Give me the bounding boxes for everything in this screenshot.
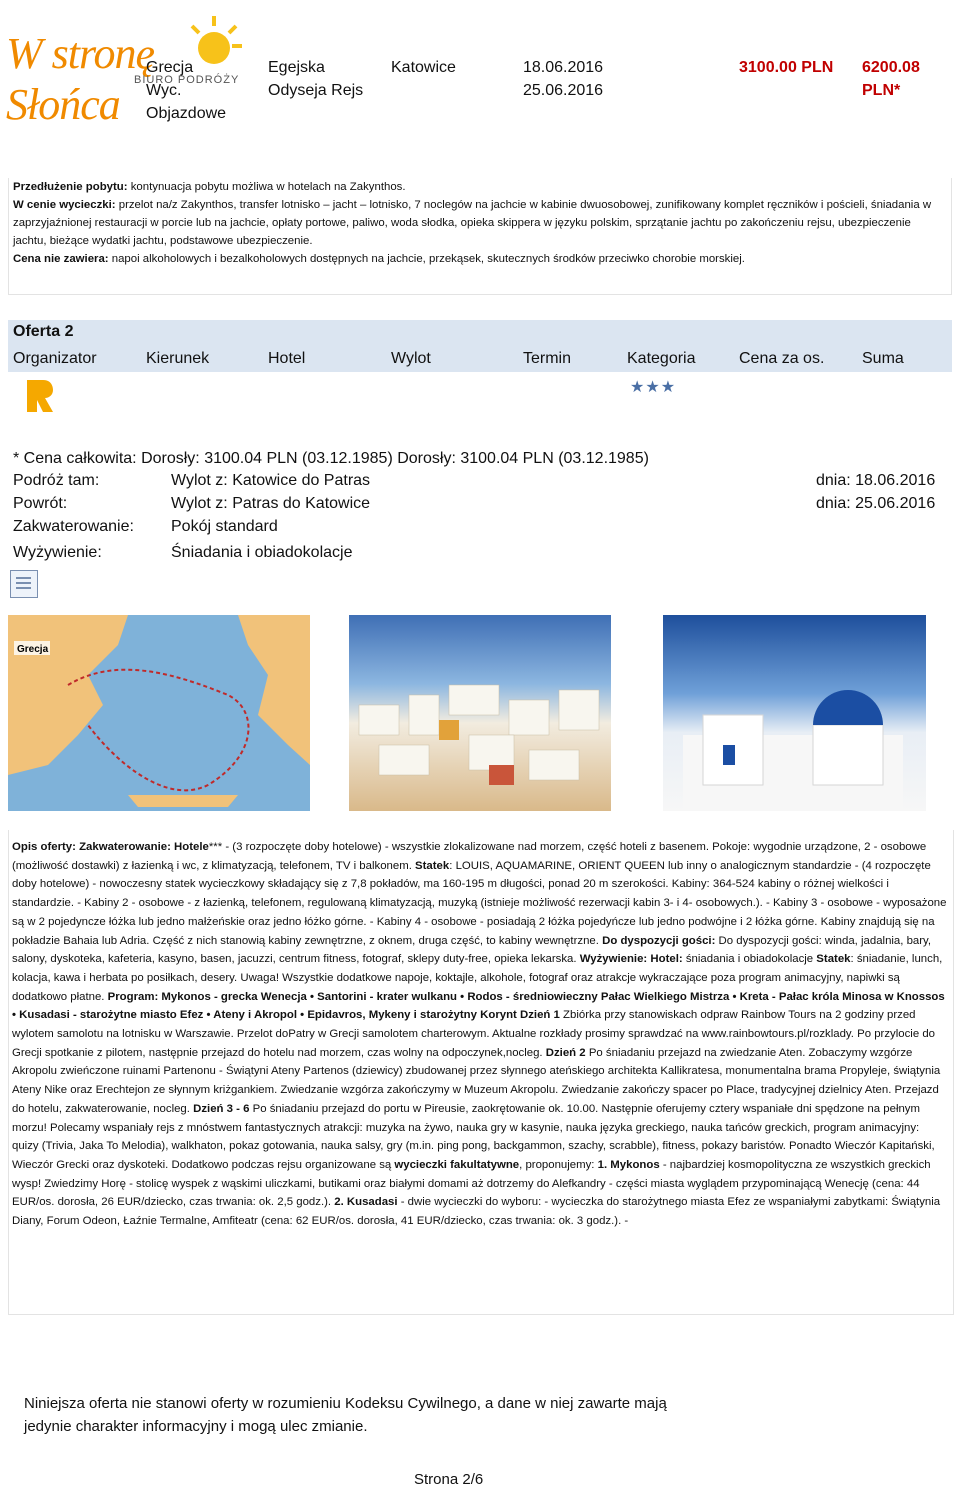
return-label: Powrót:: [13, 495, 68, 512]
map-label-greece: Grecja: [17, 644, 49, 655]
intro-extension: Przedłużenie pobytu: kontynuacja pobytu możliwa w hotelach na Zakynthos.: [13, 181, 406, 193]
cell-cena: 3100.00 PLN: [739, 59, 834, 76]
header-organizator: Organizator: [13, 350, 97, 367]
description-text-segment: Po śniadaniu przejazd na zwiedzanie Aten. Zobaczymy wzgórze Akropolu zwieńczone ruinami Partenonu - Świątyni Ateny Partenos (dziewicy) zbudowanej przez słynnego ateńskiego architekta Kallikratesa, monumentalna brama Propyleje, świątynia Ateny Nike oraz Erechtejon ze słynnym kriżgankiem. Zwiedzanie wzgórza zakończymy w Muzeum Akropolu. Zwiedzanie zakończy spacer po Place, tradycyjnej dzielnicy Aten. Przejazd do hotelu, zakwaterowanie, nocleg.: [12, 1046, 941, 1115]
header-hotel: Hotel: [268, 350, 306, 367]
santorini-town-photo: [349, 615, 611, 811]
meals-value: Śniadania i obiadokolacje: [171, 544, 353, 561]
description-bold-segment: Dzień 3 - 6: [193, 1102, 250, 1115]
meals-label: Wyżywienie:: [13, 544, 102, 561]
cell-hotel: Egejska Odyseja Rejs: [268, 59, 364, 99]
intro-included: W cenie wycieczki: przelot na/z Zakynthos, transfer lotnisko – jacht – lotnisko, 7 noclegów na jachcie w kabinie dwuosobowej, zunifikowany komplet ręczników i pościeli, śniadania w zaprzyjaźnionej restauracji w porcie lub na jachcie, opłaty portowe, paliwo, woda słodka, opieka skippera w języku polskim, sprzątanie jachtu po zakończeniu rejsu, ubezpieczenie jachtu, bieżące wydatki jachtu, podstawowe ubezpieczenie.: [13, 199, 932, 247]
cell-suma: 6200.08 PLN*: [862, 59, 920, 99]
document-icon[interactable]: [10, 570, 38, 598]
intro-excluded: Cena nie zawiera: napoi alkoholowych i bezalkoholowych dostępnych na jachcie, przekąsek, skutecznych środków przeciwko chorobie morskiej.: [13, 253, 745, 265]
category-stars-icon: ★★★: [630, 379, 677, 396]
total-price: * Cena całkowita: Dorosły: 3100.04 PLN (03.12.1985) Dorosły: 3100.04 PLN (03.12.1985): [13, 450, 649, 467]
header-wylot: Wylot: [391, 350, 431, 367]
header-suma: Suma: [862, 350, 904, 367]
intro-section: [8, 178, 952, 295]
map-illustration: [8, 615, 310, 811]
description-bold-segment: 1. Mykonos: [597, 1158, 660, 1171]
description-bold-segment: Program: Mykonos - grecka Wenecja • Santorini - krater wulkanu • Rodos - średniowieczny Pałac Wielkiego Mistrza • Kreta - Pałac króla Minosa w Knossos • Kusadasi - starożytne miasto Efez • Ateny i Akropol • Epidavros, Mykeny i starożytny Korynt Dzień 1: [12, 990, 945, 1022]
header-kierunek: Kierunek: [146, 350, 210, 367]
description-text-segment: śniadania i obiadokolacje: [682, 953, 817, 966]
town-illustration: [349, 615, 611, 811]
description-text-segment: *** - (3 rozpoczęte doby hotelowe) - wszystkie zlokalizowane nad morzem, część hoteli z basenem. Pokoje: wygodnie urządzone, 2 - osobowe (możliwość dostawki) z łazienką i wc, z klimatyzacją, telefonem, TV i balkonem.: [12, 841, 927, 872]
accommodation-value: Pokój standard: [171, 518, 278, 535]
description-text-segment: - dwie wycieczki do wyboru: - wycieczka do starożytnego miasta Efez ze wspaniałymi zabytkami: Świątynia Diany, Forum Odeon, Łaźnie Termalne, Amfiteatr (cena: 62 EUR/os. dorosła, 41 EUR/dziecko, czas trwania: ok. 3 godz.). -: [12, 1196, 941, 1228]
description-text-segment: , proponujemy:: [519, 1158, 598, 1171]
description-text-segment: - najbardziej kosmopolityczna ze wszystkich greckich wysp! Zwiedzimy Horę - stolicę wyspek z wąskimi uliczkami, butikami oraz białymi domami aż dotrzemy do Alefkandry - części miasta wyglądem przypominającą Wenecję (cena: 44 EUR/os. dorosła, 26 EUR/dziecko, czas trwania: ok. 2,5 godz.).: [12, 1158, 931, 1209]
accommodation-label: Zakwaterowanie:: [13, 518, 134, 535]
description-bold-segment: 2. Kusadasi: [334, 1196, 398, 1209]
legal-disclaimer: Niniejsza oferta nie stanowi oferty w rozumieniu Kodeksu Cywilnego, a dane w niej zawarte mają jedynie charakter informacyjny i mogą ulec zmianie.: [24, 1395, 667, 1435]
header-kategoria: Kategoria: [627, 350, 696, 367]
page-number: Strona 2/6: [414, 1471, 484, 1488]
offer-description: [12, 838, 948, 1231]
description-bold-segment: Wyżywienie: Hotel:: [579, 953, 683, 966]
logo-subtitle: BIURO PODRÓŻY: [134, 74, 240, 86]
departure-label: Podróż tam:: [13, 472, 100, 489]
departure-value: Wylot z: Katowice do Patras: [171, 472, 371, 489]
church-illustration: [663, 615, 926, 811]
return-value: Wylot z: Patras do Katowice: [171, 495, 371, 512]
description-bold-segment: Do dyspozycji gości:: [602, 934, 716, 947]
description-bold-segment: wycieczki fakultatywne: [394, 1158, 520, 1171]
cell-termin: 18.06.2016 25.06.2016: [523, 59, 604, 99]
description-text-segment: : LOUIS, AQUAMARINE, ORIENT QUEEN lub inny o analogicznym standardzie - (4 rozpoczęte doby hotelowe) - nowoczesny statek wycieczkowy składający się z 7,8 pokładów, ma 160-195 m długości, ponad 20 m szerokości. Kabiny: 364-524 kabiny o różnej wielkości i standardzie. - Kabiny 2 - osobowe - z łazienką, telefonem, regulowaną klimatyzacją, muzyką (istnieje możliwość rezerwacji kabin 3- i 4- osobowych.). - Kabiny 3 - osobowe - wyposażone są w 2 pojedyncze łóżka lub jedno małżeńskie oraz jedno łóżko górne. - Kabiny 4 - osobowe - posiadają 2 łóżka pojedyńcze lub jedno podwójne i 2 łóżka górne. Kabiny znajdują się na pokładzie Bahaia lub Adria. Część z nich stanowią kabiny zewnętrzne, z oknem, druga część, to kabiny wewnętrzne.: [12, 859, 947, 947]
cell-wylot: Katowice: [391, 59, 456, 76]
description-bold-segment: Dzień 2: [545, 1046, 586, 1059]
santorini-church-photo: [663, 615, 926, 811]
description-text-segment: : śniadanie, lunch, kolacja, kawa i herbata po posiłkach, desery. Uwaga! Wszystkie dodatkowe napoje, koktajle, alkohole, fotograf oraz atrakcje wykraczające poza program animacyjny, napiwki są dodatkowo płatne.: [12, 953, 943, 1003]
description-text-segment: Do dyspozycji gości: winda, jadalnia, bary, salony, dyskoteka, kafeteria, kasyno, basen, jacuzzi, centrum fitness, fotograf, sklepy duty-free, opieka lekarska.: [12, 934, 932, 966]
description-bold-segment: Statek: [816, 953, 851, 966]
header-termin: Termin: [523, 350, 572, 367]
description-text-segment: Po śniadaniu przejazd do portu w Pireusie, zaokrętowanie ok. 10.00. Następnie oferujemy cztery wspaniałe dni spędzone na pełnym morzu! Polecamy wspaniały rejs z mnóstwem fantastycznych atrakcji: muzyka na żywo, nauka gry w kasynie, nauka języka greckiego, nauka tańców greckich, program animacyjny: quizy (Trivia, Jaka To Melodia), walkhaton, pokaz gotowania, nauka salsy, gry (m.in. ping pong, backgammon, szachy, scrabble), fitness, pokazy baristów. Ponadto Wieczór Kapitański, Wieczór Grecki oraz dyskoteki. Dodatkowo podczas rejsu organizowane są: [12, 1102, 935, 1171]
return-date: dnia: 25.06.2016: [816, 495, 936, 512]
cell-kierunek: Grecja Wyc. Objazdowe: [146, 59, 227, 122]
organizer-logo-icon: [25, 378, 55, 414]
offer-row: [8, 372, 952, 448]
description-bold-segment: Statek: [415, 859, 450, 872]
route-map-image: [8, 615, 310, 811]
description-text-segment: Zbiórka przy stanowiskach odpraw Rainbow Tours na 2 godziny przed wylotem samolotu na lotnisku w Warszawie. Przelot doPatry w Grecji samolotem charterowym. Aktualne rozkłady prosimy sprawdzać na www.rainbowtours.pl/rozklady. Po przylocie do Grecji spotkanie z pilotem, następnie przejazd do hotelu nad morzem, czas wolny na odpoczynek,nocleg.: [12, 1009, 935, 1059]
description-bold-segment: Opis oferty: Zakwaterowanie: Hotele: [12, 841, 209, 853]
departure-date: dnia: 18.06.2016: [816, 472, 936, 489]
offer-title: Oferta 2: [13, 323, 74, 340]
logo-wordmark: W stronę Słońca: [6, 29, 155, 129]
header-cena: Cena za os.: [739, 350, 825, 367]
